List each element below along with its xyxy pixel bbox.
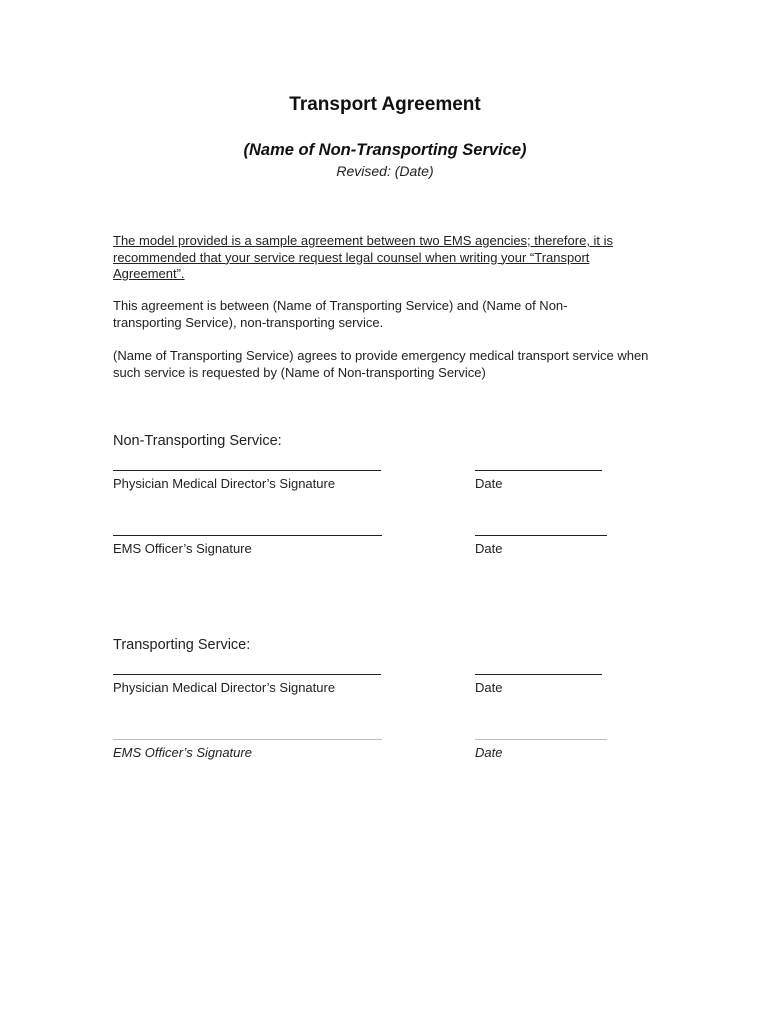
date-line <box>475 739 607 740</box>
date-line <box>475 470 602 471</box>
non-transporting-physician-signature-block <box>113 470 381 491</box>
non-transporting-officer-signature-block <box>113 535 382 556</box>
non-transporting-officer-date-block <box>475 535 607 556</box>
signature-line <box>113 535 382 536</box>
transporting-officer-date-block <box>475 739 607 760</box>
document-title: Transport Agreement <box>289 94 481 115</box>
agreement-parties-paragraph: This agreement is between (Name of Transporting Service) and (Name of Non-transporting Service), non-transporting service. <box>113 298 568 330</box>
officer-signature-caption: EMS Officer’s Signature <box>113 745 252 760</box>
revised-date: Revised: (Date) <box>336 163 434 179</box>
document-subtitle: (Name of Non-Transporting Service) <box>243 141 527 159</box>
agreement-terms-paragraph: (Name of Transporting Service) agrees to provide emergency medical transport service when such service is requested by (Name of Non-transporting Service) <box>113 348 649 380</box>
transporting-physician-signature-block <box>113 674 381 695</box>
date-line <box>475 535 607 536</box>
transporting-physician-date-block <box>475 674 602 695</box>
signature-line <box>113 470 381 471</box>
date-caption: Date <box>475 541 503 556</box>
non-transporting-section-label: Non-Transporting Service: <box>113 433 282 449</box>
non-transporting-physician-date-block <box>475 470 602 491</box>
disclaimer-note: The model provided is a sample agreement between two EMS agencies; therefore, it is recommended that your service request legal counsel when writing your “Transport Agreement”. <box>113 233 614 281</box>
physician-signature-caption: Physician Medical Director’s Signature <box>113 476 336 491</box>
signature-line <box>113 739 382 740</box>
physician-signature-caption: Physician Medical Director’s Signature <box>113 680 336 695</box>
date-caption: Date <box>475 476 503 491</box>
transporting-officer-signature-block <box>113 739 382 760</box>
date-line <box>475 674 602 675</box>
date-caption: Date <box>475 680 503 695</box>
signature-line <box>113 674 381 675</box>
transporting-section-label: Transporting Service: <box>113 637 251 653</box>
officer-signature-caption: EMS Officer’s Signature <box>113 541 252 556</box>
date-caption: Date <box>475 745 503 760</box>
